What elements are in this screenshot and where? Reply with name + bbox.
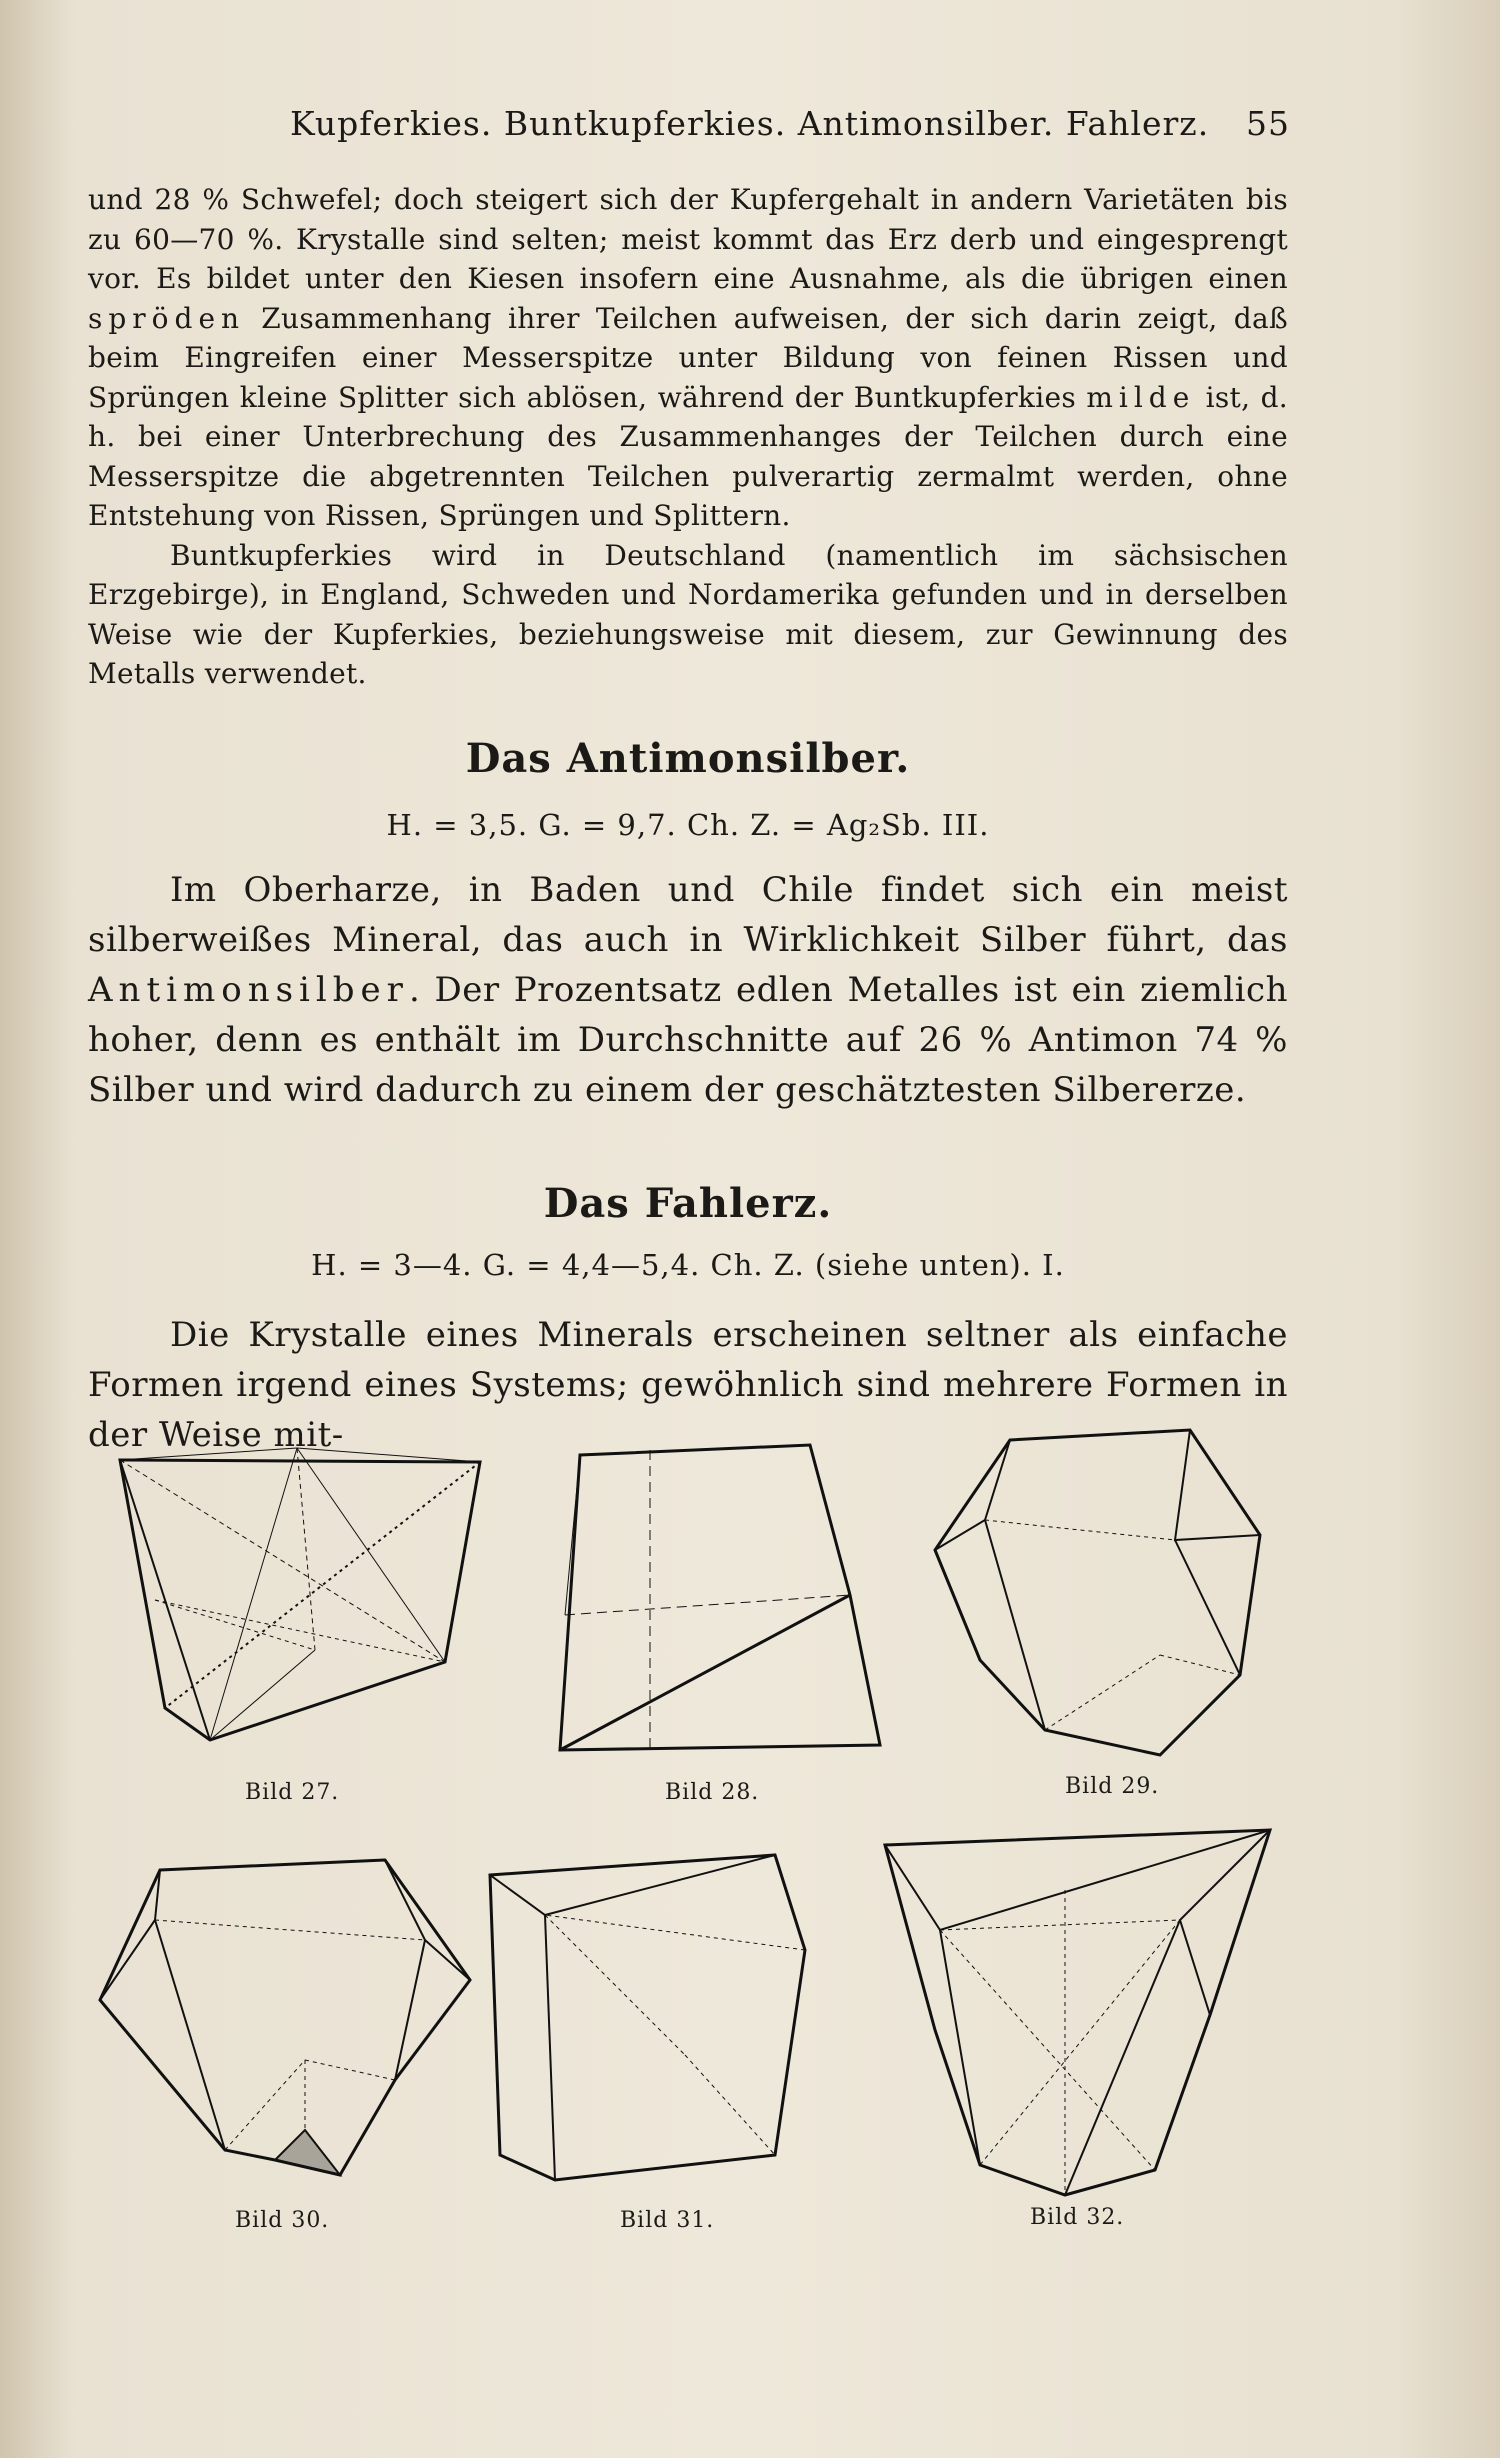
formula-fahlerz: H. = 3—4. G. = 4,4—5,4. Ch. Z. (siehe unten). I.: [311, 1248, 1065, 1282]
paragraph-1-part-2: Zusammenhang ihrer Teilchen aufweisen, der sich darin zeigt, daß beim Eingreifen einer Messerspitze unter Bildung von feinen Rissen und Sprüngen kleine Splitter sich ablösen, während der Buntkupferkies: [88, 301, 1288, 414]
heading-fahlerz: Das Fahlerz.: [543, 1180, 833, 1227]
caption-bild-29: Bild 29.: [1065, 1774, 1160, 1799]
paragraph-2: Buntkupferkies wird in Deutschland (namentlich im sächsischen Erzgebirge), in England, Schweden und Nordamerika gefunden und in derselben Weise wie der Kupferkies, beziehungsweise mit diesem, zur Gewinnung des Metalls verwendet.: [88, 538, 1288, 690]
caption-bild-31: Bild 31.: [620, 2208, 715, 2233]
body-text-1: [88, 180, 1288, 694]
crystal-figure-30: [95, 1860, 475, 2180]
fahlerz-paragraph: Die Krystalle eines Minerals erscheinen seltner als einfache Formen irgend eines Systems; gewöhnlich sind mehrere Formen in der Weise mit-: [88, 1315, 1288, 1455]
crystal-figure-27: [115, 1440, 485, 1760]
paragraph-1-part-1: und 28 % Schwefel; doch steigert sich der Kupfergehalt in andern Varietäten bis zu 60—70 %. Krystalle sind selten; meist kommt das Erz derb und eingesprengt vor. Es bildet unter den Kiesen insofern eine Ausnahme, als die übrigen einen: [88, 183, 1288, 295]
antimonsilber-text: [88, 865, 1288, 1115]
crystal-figure-32: [880, 1830, 1275, 2200]
emphasis-milde: milde: [1086, 380, 1196, 414]
caption-bild-27: Bild 27.: [245, 1780, 340, 1805]
antimonsilber-part-2: . Der Prozentsatz edlen Metalles ist ein ziemlich hoher, denn es enthält im Durchschnitte auf 26 % Antimon 74 % Silber und wird dadurch zu einem der geschätztesten Silbererze.: [88, 970, 1288, 1110]
page-number: 55: [1246, 104, 1290, 143]
paragraph-1: [88, 180, 1288, 536]
antimonsilber-part-1: Im Oberharze, in Baden und Chile findet sich ein meist silberweißes Mineral, das auch in Wirklichkeit Silber führt, das: [88, 870, 1288, 960]
header-title: Kupferkies. Buntkupferkies. Antimonsilber. Fahlerz.: [290, 104, 1210, 143]
emphasis-antimonsilber: Antimonsilber: [88, 970, 409, 1010]
formula-antimonsilber: H. = 3,5. G. = 9,7. Ch. Z. = Ag₂Sb. III.: [386, 808, 990, 842]
crystal-figure-28: [560, 1445, 880, 1765]
paragraph-1-part-3: ist, d. h. bei einer Unterbrechung des Zusammenhanges der Teilchen durch eine Messerspitze die abgetrennten Teilchen pulverartig zermalmt werden, ohne Entstehung von Rissen, Sprüngen und Splittern.: [88, 380, 1288, 532]
caption-bild-32: Bild 32.: [1030, 2205, 1125, 2230]
crystal-figure-29: [930, 1430, 1270, 1770]
caption-bild-28: Bild 28.: [665, 1780, 760, 1805]
emphasis-sproeden: spröden: [88, 301, 246, 335]
antimonsilber-paragraph: [88, 865, 1288, 1115]
crystal-figure-31: [485, 1855, 815, 2185]
heading-antimonsilber: Das Antimonsilber.: [465, 735, 911, 782]
caption-bild-30: Bild 30.: [235, 2208, 330, 2233]
